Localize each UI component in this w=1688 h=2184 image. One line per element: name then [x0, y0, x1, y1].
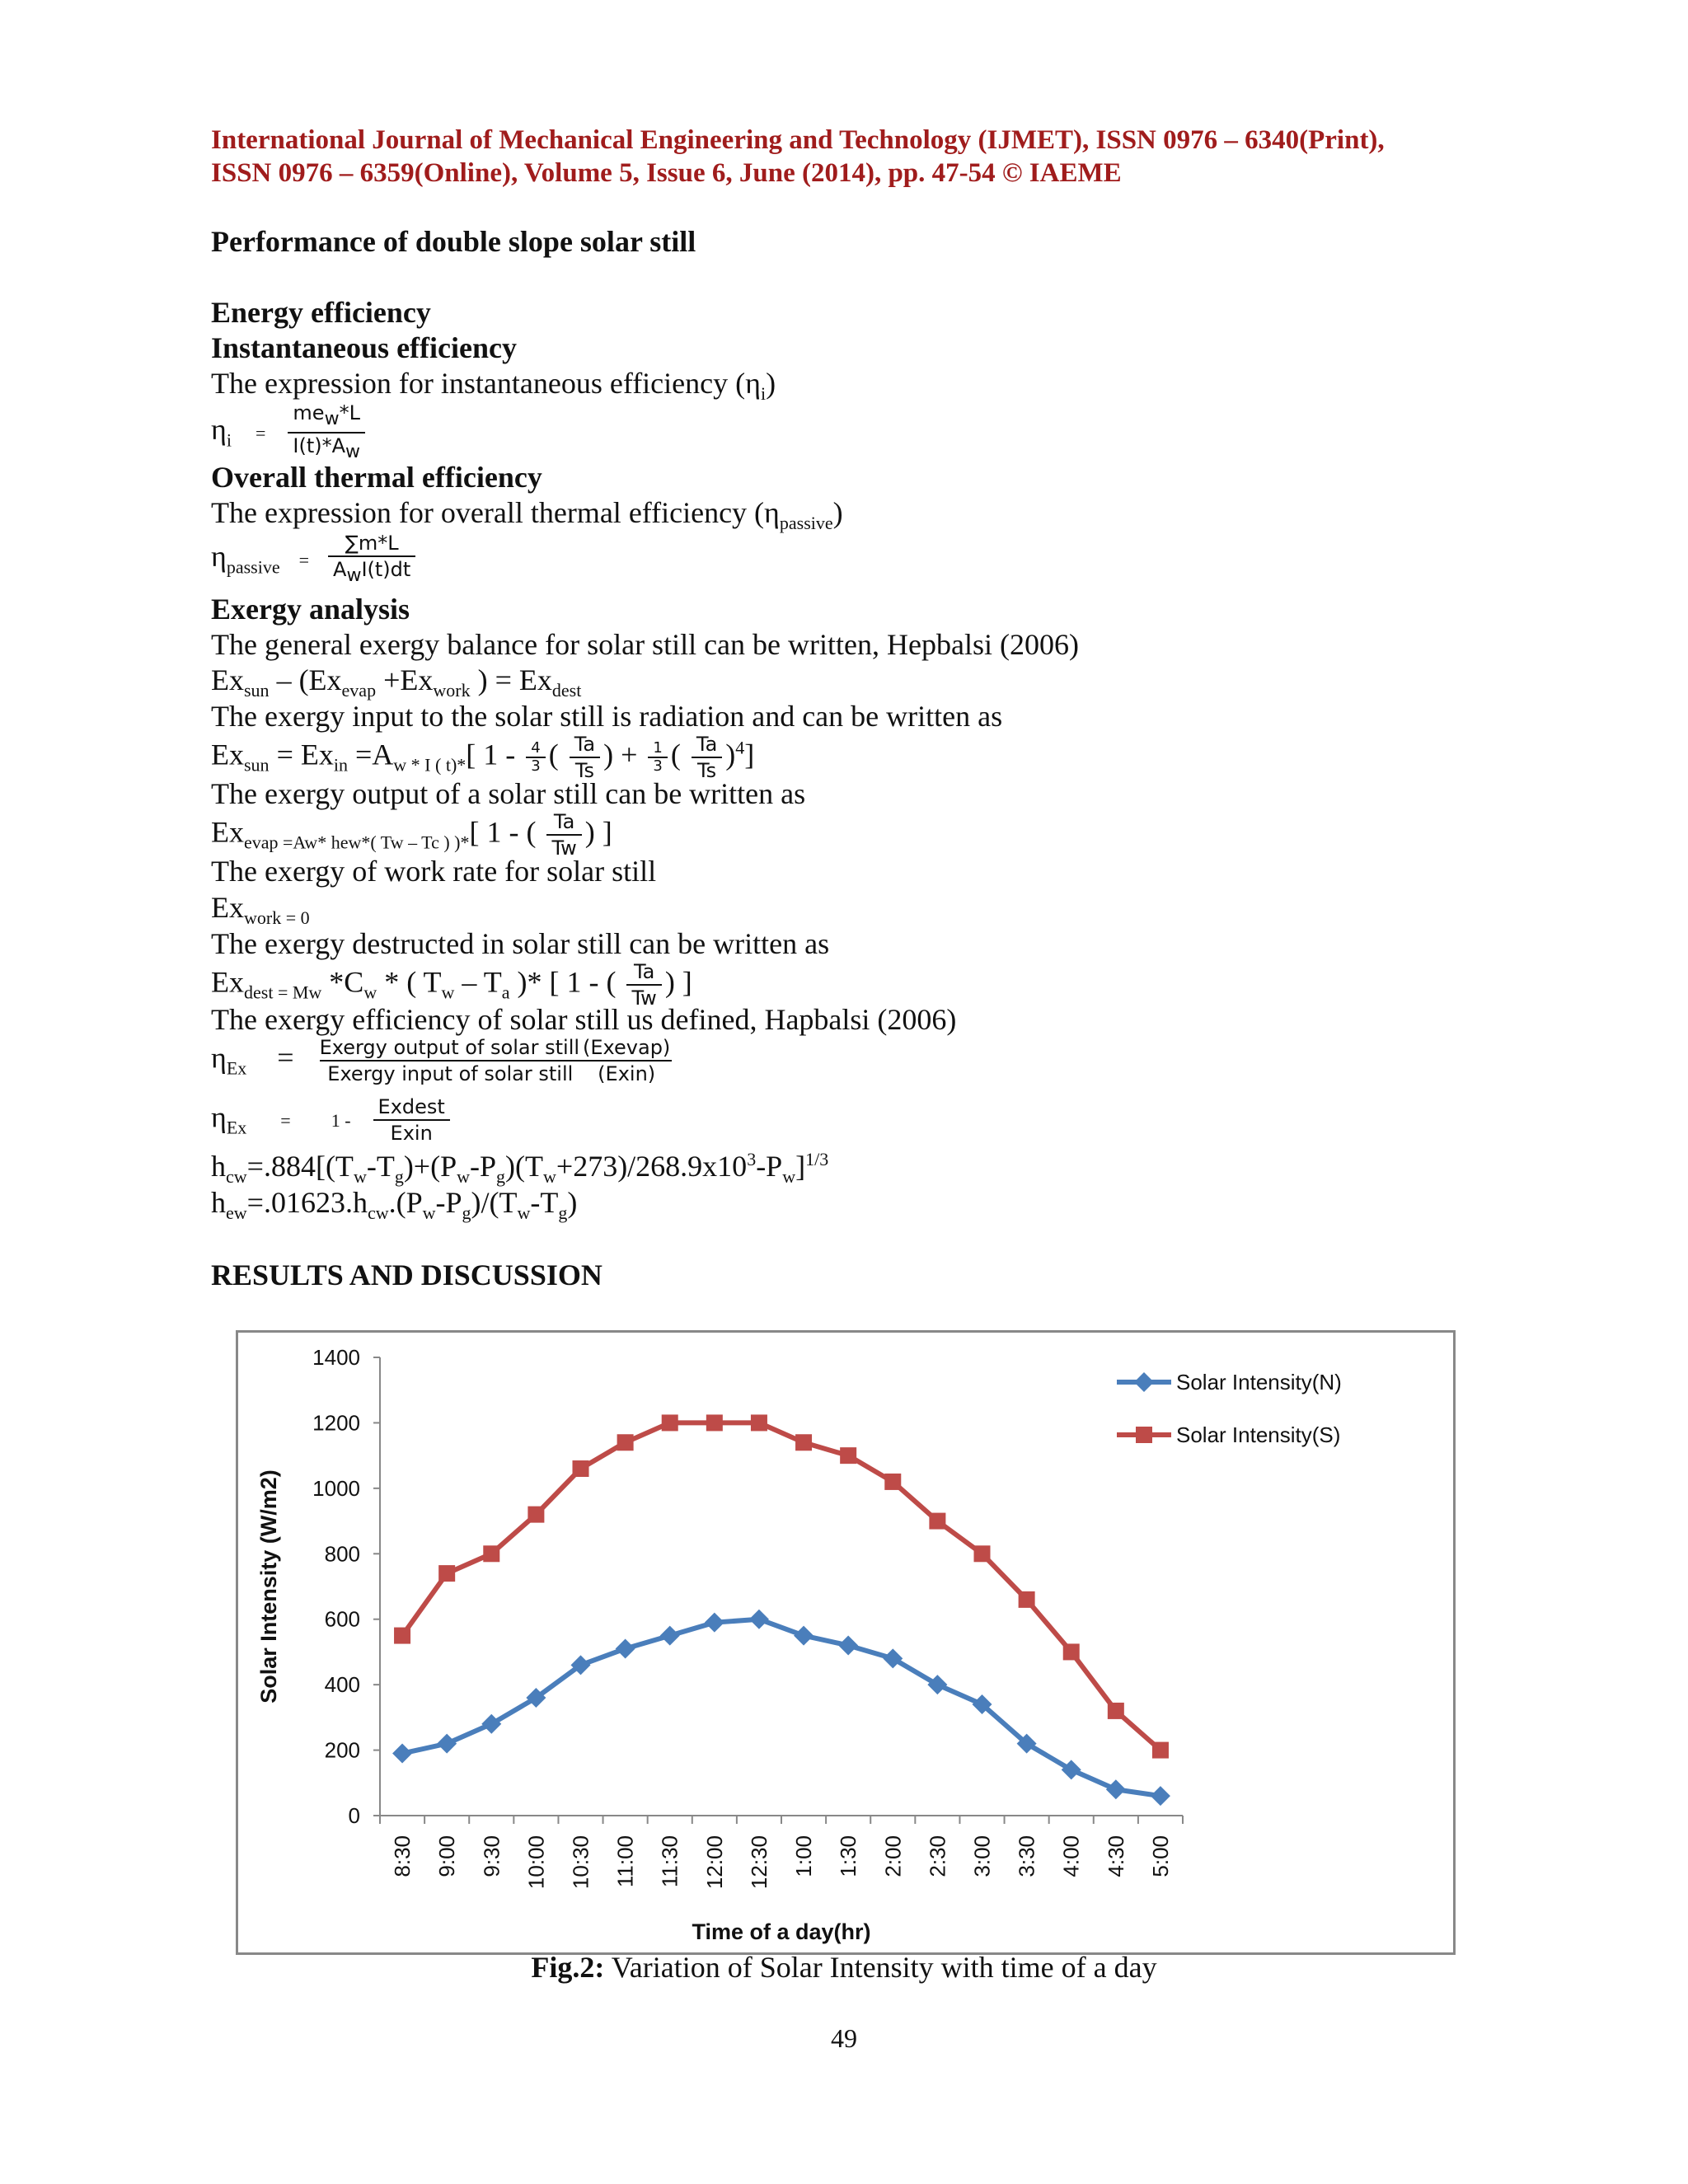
series-line-s [402, 1422, 1160, 1750]
data-point-n [749, 1610, 769, 1629]
x-tick-label: 1:00 [791, 1835, 817, 1877]
y-tick-label: 200 [324, 1737, 360, 1763]
y-tick-label: 1000 [312, 1475, 360, 1501]
x-tick-label: 11:30 [657, 1835, 682, 1888]
section-title-performance: Performance of double slope solar still [211, 225, 696, 258]
data-point-s [394, 1628, 410, 1644]
x-tick-label: 10:30 [568, 1835, 593, 1890]
data-point-n [838, 1635, 858, 1655]
data-point-s [1019, 1591, 1035, 1608]
y-tick-label: 400 [324, 1672, 360, 1698]
x-tick-label: 10:00 [523, 1835, 549, 1890]
data-point-s [795, 1434, 812, 1451]
data-point-s [528, 1507, 544, 1523]
legend-label-n: Solar Intensity(N) [1176, 1370, 1342, 1394]
data-point-n [794, 1626, 814, 1646]
x-tick-label: 2:00 [880, 1835, 906, 1877]
equation-hcw: $h_{cw}=.884[(T_w-T_g)+(P_w-P_g)(T_w+273)/268.9x10^3-P_w]^{1/3}$ [211, 1149, 829, 1188]
text-exergy-balance: The general exergy balance for solar still can be written, Hepbalsi (2006) [211, 628, 1079, 661]
equation-exergy-output: $Ex_{evap =Aw* hew*( Tw - Tc ) )*}$[ 1 - ( $\frac{Ta}{Tw}$ ) ] [211, 810, 612, 860]
legend-marker-n [1134, 1372, 1154, 1392]
page-number: 49 [831, 2023, 857, 2053]
x-tick-label: 5:00 [1147, 1835, 1173, 1877]
data-point-n [437, 1734, 457, 1754]
fraction-instantaneous: $\frac{me_w*L}{I(t)*A_w}$ [288, 401, 365, 465]
x-tick-label: 4:30 [1103, 1835, 1128, 1877]
data-point-s [617, 1434, 634, 1451]
x-tick-label: 9:00 [434, 1835, 460, 1877]
text-exergy-efficiency: The exergy efficiency of solar still us defined, Hapbalsi (2006) [211, 1003, 957, 1036]
solar-intensity-chart [236, 1330, 1456, 1955]
data-point-s [1063, 1643, 1080, 1660]
figure-caption: Fig.2: Variation of Solar Intensity with time of a day [531, 1951, 1157, 1984]
data-point-s [1152, 1742, 1169, 1759]
data-point-n [705, 1613, 724, 1633]
x-tick-label: 12:00 [701, 1835, 727, 1890]
equation-hew: $h_{ew}=.01623.h_{cw}.(P_w-P_g)/(T_w-T_g)$ [211, 1186, 578, 1224]
y-tick-label: 800 [324, 1541, 360, 1567]
text-exergy-input: The exergy input to the solar still is radiation and can be written as [211, 700, 1003, 733]
equation-exergy-efficiency-1: $\eta_{Ex}$ = $\frac{\text{Exergy output of solar still}}{\text{Exergy input of solar still}}$ $\frac{\text{(Exevap)}}{\text{(Exin)}}$ [211, 1036, 671, 1085]
data-point-s [483, 1545, 499, 1562]
series-line-n [402, 1619, 1160, 1796]
equation-exergy-balance: $Ex_{sun} - (Ex_{evap} +Ex_{work}$ ) = $Ex_{dest}$ [211, 663, 582, 701]
data-point-s [662, 1414, 678, 1431]
x-tick-label: 1:30 [836, 1835, 861, 1877]
data-point-s [438, 1565, 455, 1582]
fraction-overall: $\frac{\sum m*L}{A_wI(t)dt}$ [328, 531, 415, 588]
data-point-n [392, 1744, 412, 1764]
heading-overall-thermal-efficiency: Overall thermal efficiency [211, 461, 542, 494]
x-tick-label: 11:00 [612, 1835, 638, 1888]
equation-exergy-work: $Ex_{work = 0}$ [211, 891, 310, 929]
y-tick-label: 0 [348, 1803, 360, 1828]
equation-exergy-input: $Ex_{sun} = Ex_{in} =A_{w * I ( t)*}$[ 1 - $\frac{4}{3}$ ( $\frac{Ta}{Ts}$ ) + $\frac{1}{3}$ ( $\frac{Ta}{Ts}$ )$^4$] [211, 733, 755, 782]
x-tick-label: 3:00 [969, 1835, 995, 1877]
data-point-s [840, 1447, 856, 1464]
chart-canvas [238, 1333, 1453, 1952]
y-tick-label: 1200 [312, 1410, 360, 1436]
data-point-n [616, 1638, 635, 1658]
text-exergy-output: The exergy output of a solar still can be written as [211, 777, 806, 810]
x-tick-label: 2:30 [925, 1835, 950, 1877]
legend-label-s: Solar Intensity(S) [1176, 1422, 1341, 1447]
y-tick-label: 1400 [312, 1345, 360, 1370]
data-point-n [1106, 1779, 1126, 1799]
text-overall-efficiency: The expression for overall thermal efficiency $(\eta_{passive})$ [211, 496, 843, 534]
text-exergy-work: The exergy of work rate for solar still [211, 855, 657, 888]
data-point-s [706, 1414, 723, 1431]
legend-marker-s [1136, 1427, 1152, 1443]
x-tick-label: 8:30 [390, 1835, 415, 1877]
data-point-s [929, 1513, 945, 1530]
data-point-s [1108, 1703, 1124, 1719]
journal-header-line2: ISSN 0976 – 6359(Online), Volume 5, Issue 6, June (2014), pp. 47-54 © IAEME [211, 158, 1122, 188]
equation-instantaneous: $\eta_i$ = $\frac{me_w*L}{I(t)*A_w}$ [211, 401, 368, 465]
equation-exergy-destructed: $Ex_{dest = Mw}$ $*C_w$ * ( $T_w - T_a$ )* [ 1 - ( $\frac{Ta}{Tw}$ ) ] [211, 960, 692, 1010]
journal-header [211, 124, 1497, 190]
equation-overall: $\eta_{passive}$ = $\frac{\sum m*L}{A_wI(t)dt}$ [211, 531, 419, 588]
journal-header-line1: International Journal of Mechanical Engineering and Technology (IJMET), ISSN 0976 – 6340(Print), [211, 125, 1385, 155]
y-tick-label: 600 [324, 1606, 360, 1632]
data-point-n [1151, 1786, 1170, 1806]
x-tick-label: 12:30 [746, 1835, 771, 1890]
x-tick-label: 3:30 [1014, 1835, 1039, 1877]
heading-results-discussion: RESULTS AND DISCUSSION [211, 1258, 603, 1291]
x-tick-label: 9:30 [479, 1835, 504, 1877]
data-point-s [573, 1460, 589, 1477]
heading-energy-efficiency: Energy efficiency [211, 296, 431, 329]
data-point-s [751, 1414, 767, 1431]
text-instantaneous-efficiency: The expression for instantaneous efficiency $(\eta_i)$ [211, 367, 776, 405]
data-point-n [660, 1626, 680, 1646]
text-exergy-destructed: The exergy destructed in solar still can be written as [211, 927, 830, 960]
equation-exergy-efficiency-2: $\eta_{Ex} = 1$ - $\frac{\text{Exdest}}{\text{Exin}}$ [211, 1094, 453, 1146]
x-axis-title: Time of a day(hr) [692, 1919, 871, 1944]
y-axis-title: Solar Intensity (W/m2) [256, 1469, 281, 1704]
heading-exergy-analysis: Exergy analysis [211, 593, 410, 626]
data-point-s [974, 1545, 991, 1562]
heading-instantaneous-efficiency: Instantaneous efficiency [211, 331, 517, 364]
data-point-s [884, 1474, 901, 1490]
x-tick-label: 4:00 [1058, 1835, 1084, 1877]
